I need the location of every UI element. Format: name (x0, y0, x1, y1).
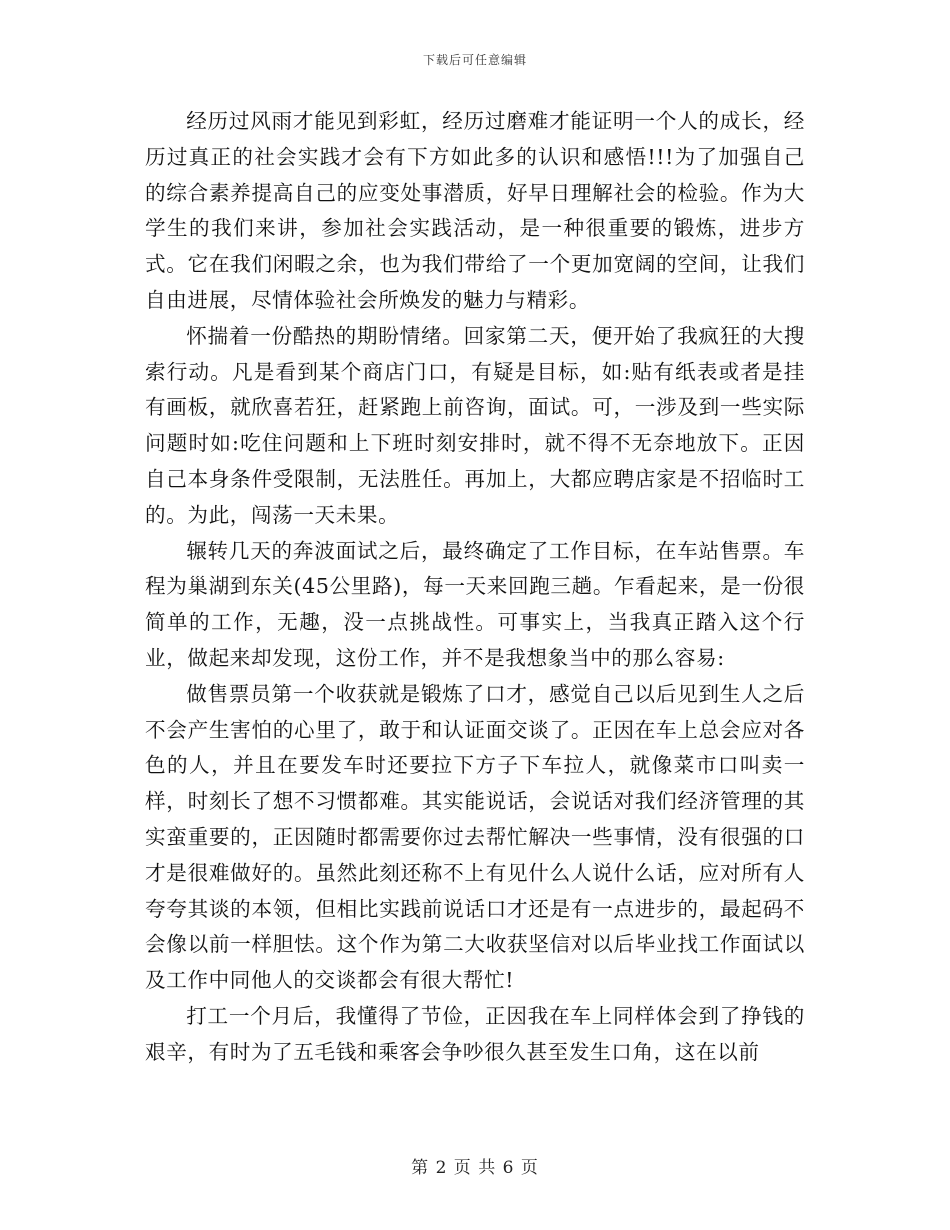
paragraph-1: 经历过风雨才能见到彩虹，经历过磨难才能证明一个人的成长，经历过真正的社会实践才会有下方如此多的认识和感悟!!!为了加强自己的综合素养提高自己的应变处事潜质，好早日理解社会的检验。作为大学生的我们来讲，参加社会实践活动，是一种很重要的锻炼，进步方式。它在我们闲暇之余，也为我们带给了一个更加宽阔的空间，让我们自由进展，尽情体验社会所焕发的魅力与精彩。 (145, 109, 805, 312)
paragraph-5: 打工一个月后，我懂得了节俭，正因我在车上同样体会到了挣钱的艰辛，有时为了五毛钱和乘客会争吵很久甚至发生口角，这在以前 (145, 1003, 805, 1064)
paragraph-2: 怀揣着一份酷热的期盼情绪。回家第二天，便开始了我疯狂的大搜索行动。凡是看到某个商店门口，有疑是目标，如:贴有纸表或者是挂有画板，就欣喜若狂，赶紧跑上前咨询，面试。可，一涉及到一些实际问题时如:吃住问题和上下班时刻安排时，就不得不无奈地放下。正因自己本身条件受限制，无法胜任。再加上，大都应聘店家是不招临时工的。为此，闯荡一天未果。 (145, 323, 805, 527)
paragraph-3: 辗转几天的奔波面试之后，最终确定了工作目标，在车站售票。车程为巢湖到东关(45公里路)，每一天来回跑三趟。乍看起来，是一份很简单的工作，无趣，没一点挑战性。可事实上，当我真正踏入这个行业，做起来却发现，这份工作，并不是我想象当中的那么容易: (145, 538, 805, 670)
page-number-footer: 第 2 页 共 6 页 (411, 1158, 539, 1178)
paragraph-4: 做售票员第一个收获就是锻炼了口才，感觉自己以后见到生人之后不会产生害怕的心里了，敢于和认证面交谈了。正因在车上总会应对各色的人，并且在要发车时还要拉下方子下车拉人，就像菜市口叫卖一样，时刻长了想不习惯都难。其实能说话，会说话对我们经济管理的其实蛮重要的，正因随时都需要你过去帮忙解决一些事情，没有很强的口才是很难做好的。虽然此刻还称不上有见什么人说什么话，应对所有人夸夸其谈的本领，但相比实践前说话口才还是有一点进步的，最起码不会像以前一样胆怯。这个作为第二大收获坚信对以后毕业找工作面试以及工作中同他人的交谈都会有很大帮忙! (145, 681, 805, 993)
document-body (145, 104, 805, 1071)
page-header: 下载后可任意编辑 (422, 53, 527, 67)
